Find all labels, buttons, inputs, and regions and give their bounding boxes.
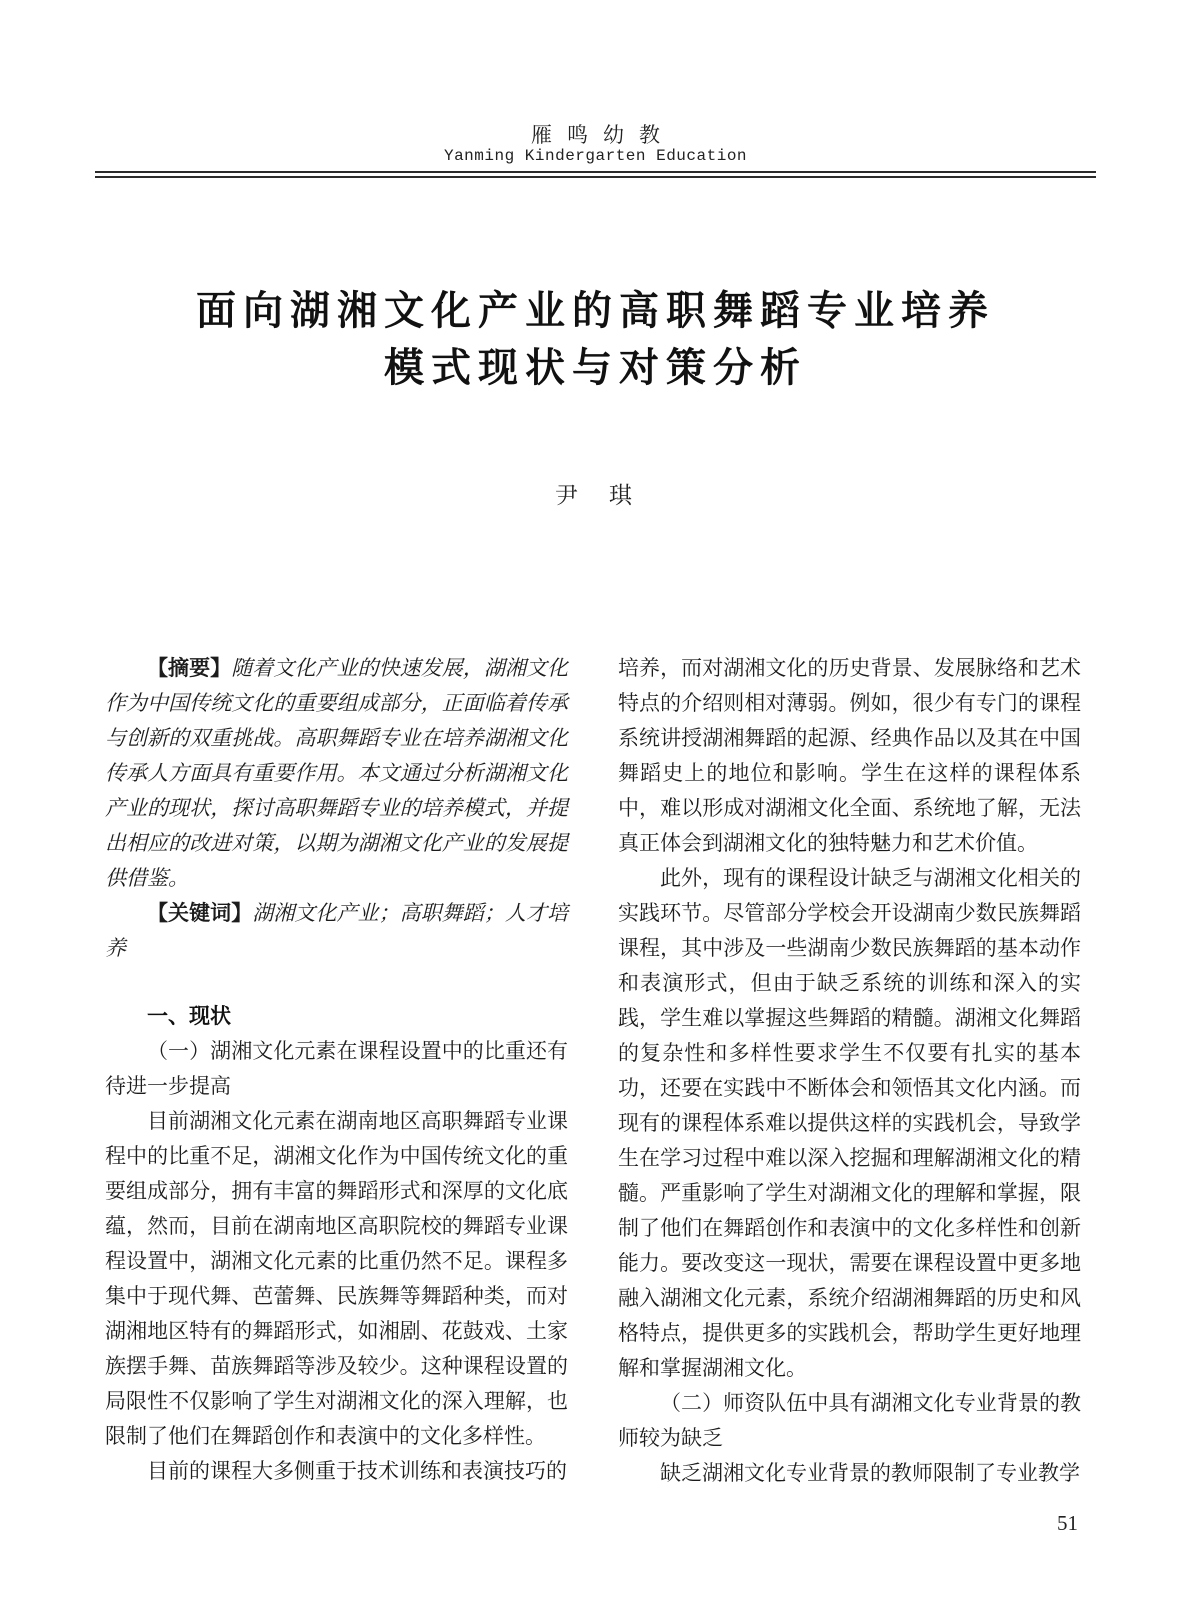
paragraph-4-start: 缺乏湖湘文化专业背景的教师限制了专业教学 xyxy=(660,1461,1080,1485)
header-double-rule xyxy=(95,171,1096,178)
page-number: 51 xyxy=(1057,1511,1078,1535)
paragraph-3: 此外，现有的课程设计缺乏与湖湘文化相关的实践环节。尽管部分学校会开设湖南少数民族舞蹈课程，其中涉及一些湖南少数民族舞蹈的基本动作和表演形式，但由于缺乏系统的训练和深入的实践，学生难以掌握这些舞蹈的精髓。湖湘文化舞蹈的复杂性和多样性要求学生不仅要有扎实的基本功，还要在实践中不断体会和领悟其文化内涵。而现有的课程体系难以提供这样的实践机会，导致学生在学习过程中难以深入挖掘和理解湖湘文化的精髓。严重影响了学生对湖湘文化的理解和掌握，限制了他们在舞蹈创作和表演中的文化多样性和创新能力。要改变这一现状，需要在课程设置中更多地融入湖湘文化元素，系统介绍湖湘舞蹈的历史和风格特点，提供更多的实践机会，帮助学生更好地理解和掌握湖湘文化。 xyxy=(618,866,1081,1380)
subsection-2-heading: （二）师资队伍中具有湖湘文化专业背景的教师较为缺乏 xyxy=(618,1391,1081,1450)
paragraph-1: 目前湖湘文化元素在湖南地区高职舞蹈专业课程中的比重不足，湖湘文化作为中国传统文化的重要组成部分，拥有丰富的舞蹈形式和深厚的文化底蕴，然而，目前在湖南地区高职院校的舞蹈专业课程设置中，湖湘文化元素的比重仍然不足。课程多集中于现代舞、芭蕾舞、民族舞等舞蹈种类，而对湖湘地区特有的舞蹈形式，如湘剧、花鼓戏、土家族摆手舞、苗族舞蹈等涉及较少。这种课程设置的局限性不仅影响了学生对湖湘文化的深入理解，也限制了他们在舞蹈创作和表演中的文化多样性。 xyxy=(105,1109,568,1448)
article-title-line1: 面向湖湘文化产业的高职舞蹈专业培养 xyxy=(196,288,995,333)
abstract-text: 随着文化产业的快速发展，湖湘文化作为中国传统文化的重要组成部分，正面临着传承与创新的双重挑战。高职舞蹈专业在培养湖湘文化传承人方面具有重要作用。本文通过分析湖湘文化产业的现状，探讨高职舞蹈专业的培养模式，并提出相应的改进对策，以期为湖湘文化产业的发展提供借鉴。 xyxy=(105,656,569,890)
article-title-line2: 模式现状与对策分析 xyxy=(384,345,807,390)
abstract-label: 【摘要】 xyxy=(147,657,232,680)
keywords-label: 【关键词】 xyxy=(147,902,253,925)
subsection-1-heading: （一）湖湘文化元素在课程设置中的比重还有待进一步提高 xyxy=(105,1039,568,1098)
keywords xyxy=(105,896,568,966)
author-name: 尹 琪 xyxy=(555,483,636,508)
paragraph-2-start: 目前的课程大多侧重于技术训练和表演技巧的 xyxy=(147,1459,567,1483)
journal-name-cn: 雁鸣幼教 xyxy=(531,123,675,147)
abstract xyxy=(105,651,568,896)
keywords-text: 湖湘文化产业；高职舞蹈；人才培养 xyxy=(105,901,569,960)
right-column xyxy=(618,651,1081,1491)
paragraph-2-continued: 培养，而对湖湘文化的历史背景、发展脉络和艺术特点的介绍则相对薄弱。例如，很少有专门的课程系统讲授湖湘舞蹈的起源、经典作品以及其在中国舞蹈史上的地位和影响。学生在这样的课程体系中，难以形成对湖湘文化全面、系统地了解，无法真正体会到湖湘文化的独特魅力和艺术价值。 xyxy=(618,656,1081,855)
journal-name-en: Yanming Kindergarten Education xyxy=(443,147,748,165)
article-body xyxy=(105,651,1081,1491)
article-title xyxy=(0,282,1191,396)
section-1-heading: 一、现状 xyxy=(147,1005,231,1028)
left-column xyxy=(105,651,568,1491)
